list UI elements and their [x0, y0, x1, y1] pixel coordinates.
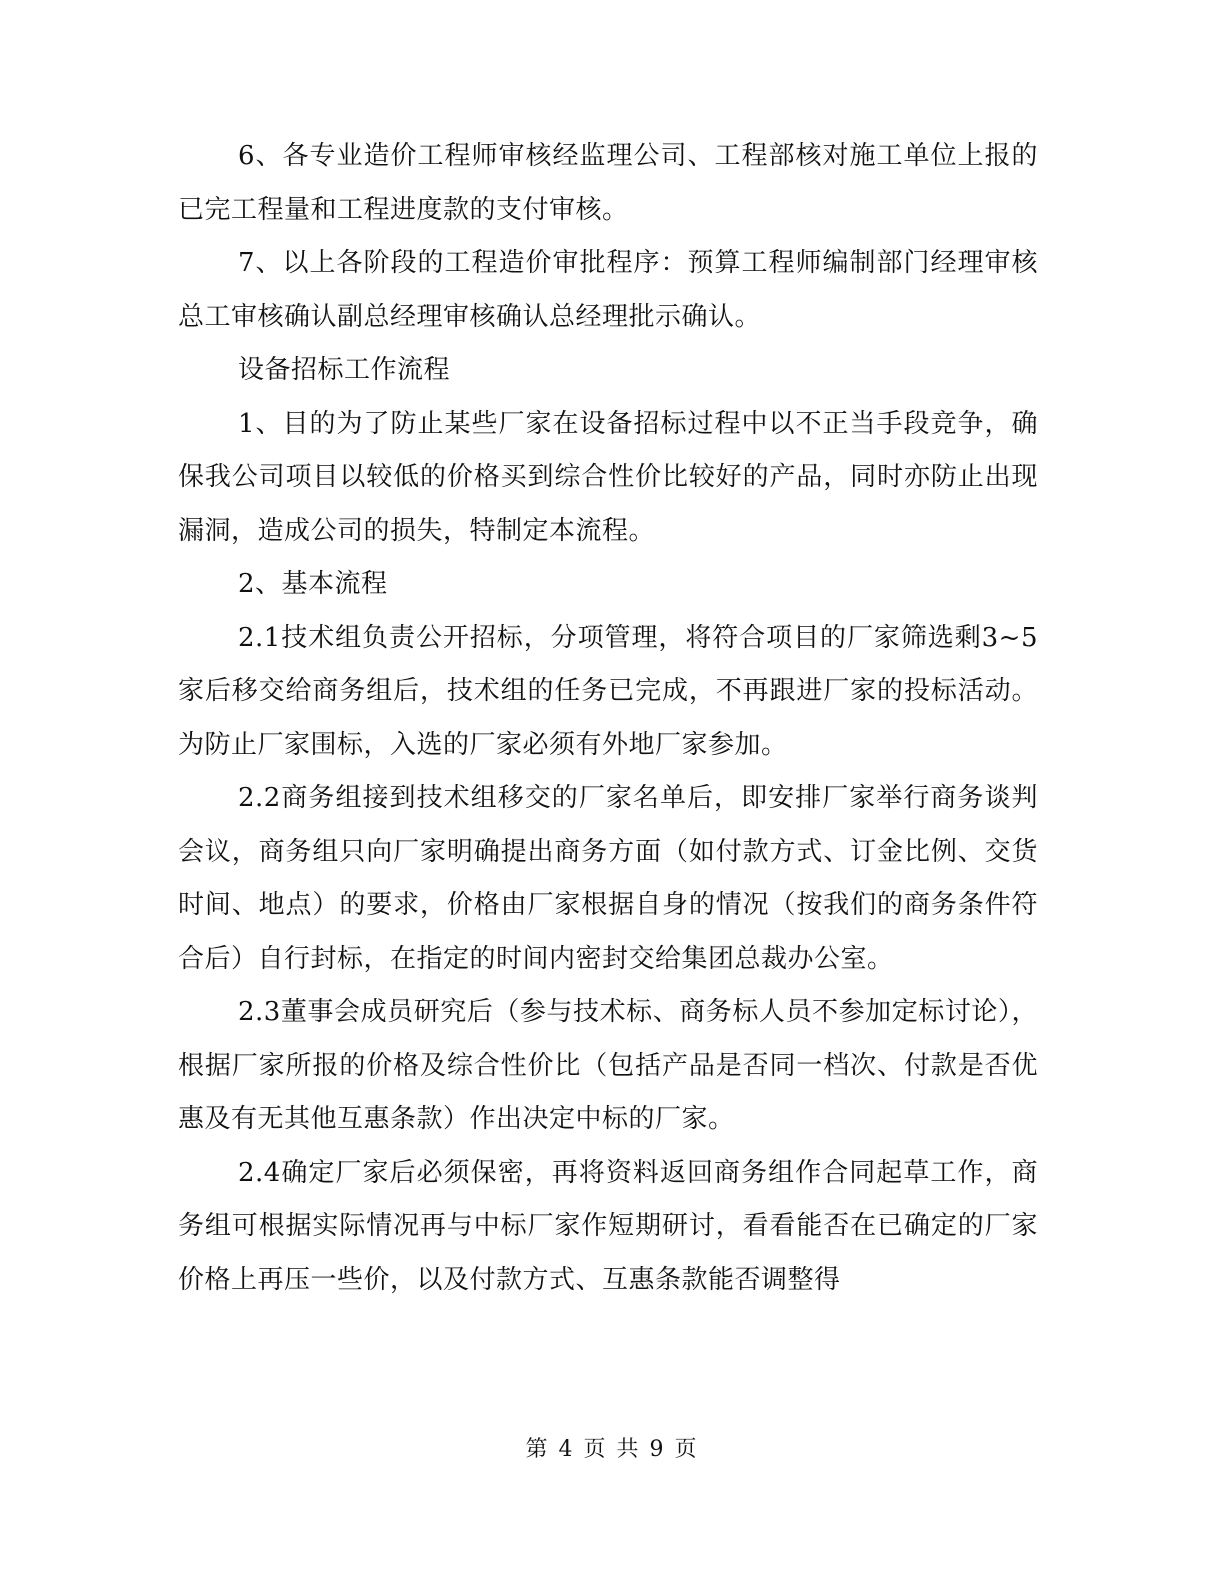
document-body — [178, 130, 1038, 1307]
subheading-basic-process: 2、基本流程 — [238, 569, 388, 599]
paragraph-2-4: 2.4确定厂家后必须保密，再将资料返回商务组作合同起草工作，商务组可根据实际情况再与中标厂家作短期研讨，看看能否在已确定的厂家价格上再压一些价，以及付款方式、互惠条款能否调整得 — [178, 1157, 1038, 1295]
paragraph-purpose: 1、目的为了防止某些厂家在设备招标过程中以不正当手段竞争，确保我公司项目以较低的价格买到综合性价比较好的产品，同时亦防止出现漏洞，造成公司的损失，特制定本流程。 — [178, 408, 1038, 546]
paragraph-2-1: 2.1技术组负责公开招标，分项管理，将符合项目的厂家筛选剩3~5家后移交给商务组后，技术组的任务已完成，不再跟进厂家的投标活动。为防止厂家围标，入选的厂家必须有外地厂家参加。 — [178, 622, 1038, 760]
section-heading-equipment-bidding: 设备招标工作流程 — [238, 355, 451, 385]
page-number-footer: 第 4 页 共 9 页 — [525, 1437, 699, 1462]
paragraph-item-6: 6、各专业造价工程师审核经监理公司、工程部核对施工单位上报的已完工程量和工程进度款的支付审核。 — [178, 141, 1038, 225]
paragraph-2-3: 2.3董事会成员研究后（参与技术标、商务标人员不参加定标讨论），根据厂家所报的价格及综合性价比（包括产品是否同一档次、付款是否优惠及有无其他互惠条款）作出决定中标的厂家。 — [178, 997, 1038, 1134]
paragraph-2-2: 2.2商务组接到技术组移交的厂家名单后，即安排厂家举行商务谈判会议，商务组只向厂家明确提出商务方面（如付款方式、订金比例、交货时间、地点）的要求，价格由厂家根据自身的情况（按我们的商务条件符合后）自行封标，在指定的时间内密封交给集团总裁办公室。 — [178, 783, 1038, 974]
paragraph-item-7: 7、以上各阶段的工程造价审批程序：预算工程师编制部门经理审核总工审核确认副总经理审核确认总经理批示确认。 — [178, 248, 1038, 332]
